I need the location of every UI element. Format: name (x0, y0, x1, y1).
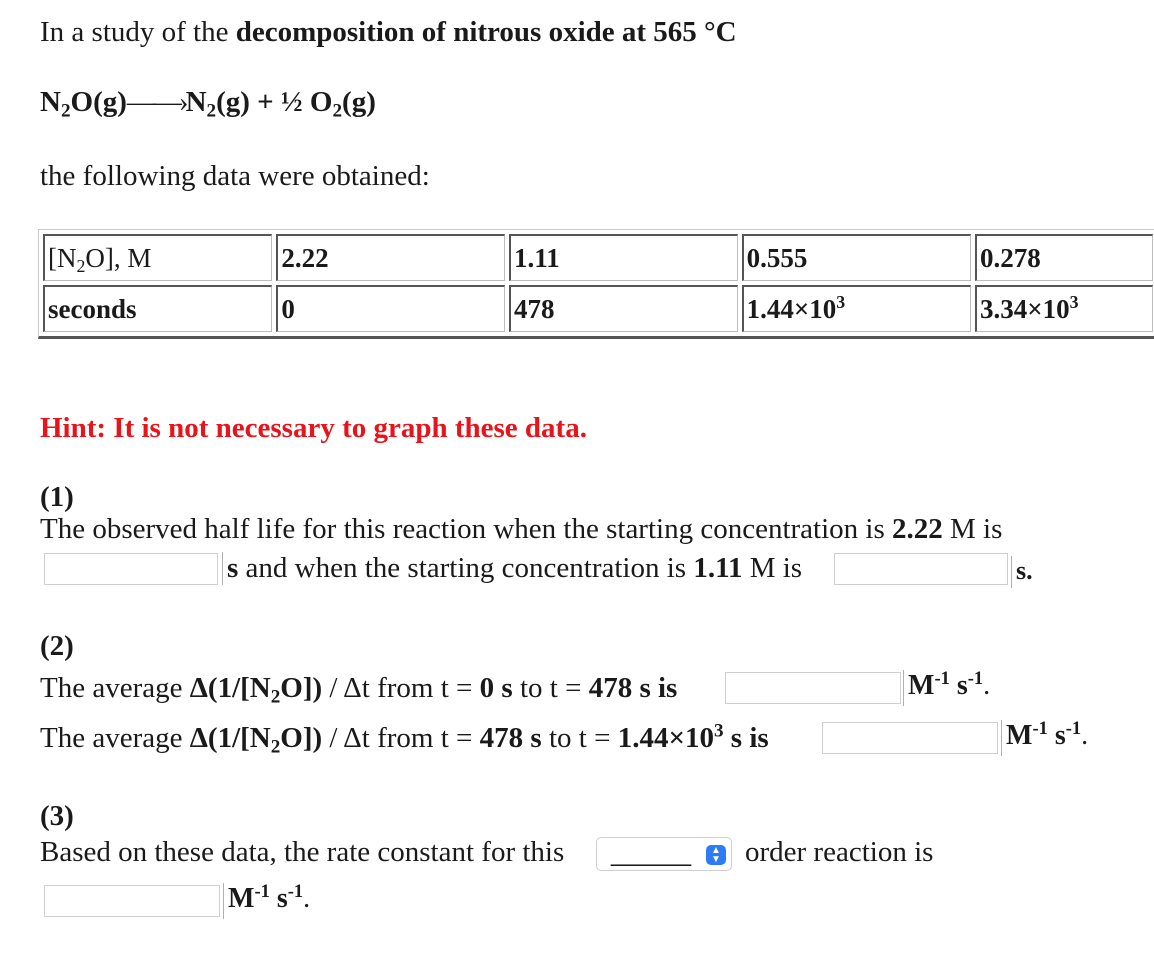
row-label-seconds: seconds (43, 285, 272, 332)
q1-number: (1) (40, 481, 74, 513)
intro-prefix: In a study of the (40, 16, 236, 48)
q2-line1: The average $\Delta(1/[N_2O])$ / Δt from t = 0 s to t = 478 s is (40, 672, 678, 708)
table-cell: $3.34\times 10^3$ (975, 285, 1153, 332)
table-cell: 478 (509, 285, 738, 332)
reaction-equation: $N_2O(g)——›N_2(g)$ + ½ $O_2(g)$ (40, 86, 376, 122)
intro-line (40, 16, 737, 49)
table-cell: 1.11 (509, 234, 738, 281)
reaction-order-select-value: ______ (611, 840, 692, 867)
table-row (43, 234, 1153, 281)
q3-number: (3) (40, 800, 74, 832)
chevron-up-down-icon: ▲ ▼ (706, 845, 726, 865)
q1-end-unit: s. (1011, 556, 1033, 588)
data-intro: the following data were obtained: (40, 160, 430, 192)
q1-line2: s and when the starting concentration is 1.11 M is (222, 552, 802, 585)
avg-rate-0-478-input[interactable] (725, 672, 901, 704)
row-label-concentration: $[N_2O]$, M (43, 234, 272, 281)
table-cell: $1.44\times 10^3$ (742, 285, 971, 332)
table-cell: 2.22 (276, 234, 505, 281)
q3-unit: $M^{-1}$ $s^{-1}$. (223, 883, 310, 919)
reaction-order-select[interactable] (596, 837, 732, 871)
table-cell: 0 (276, 285, 505, 332)
intro-topic: decomposition of nitrous oxide at 565 °C (235, 16, 737, 48)
data-table (38, 229, 1154, 339)
table-cell: 0.278 (975, 234, 1153, 281)
q3-line1-post: order reaction is (745, 836, 934, 868)
half-life-2-22-input[interactable] (44, 553, 218, 585)
q2-line2-unit: $M^{-1}$ $s^{-1}$. (1001, 720, 1088, 756)
table-row (43, 285, 1153, 332)
q1-line1: The observed half life for this reaction when the starting concentration is 2.22 M is (40, 513, 1003, 545)
avg-rate-478-1440-input[interactable] (822, 722, 998, 754)
half-life-1-11-input[interactable] (834, 553, 1008, 585)
table-cell: 0.555 (742, 234, 971, 281)
q2-number: (2) (40, 630, 74, 662)
q2-line1-unit: $M^{-1}$ $s^{-1}$. (903, 670, 990, 706)
rate-constant-input[interactable] (44, 885, 220, 917)
q3-line1: Based on these data, the rate constant for this (40, 836, 565, 868)
q2-line2: The average $\Delta(1/[N_2O])$ / Δt from t = 478 s to $t = 1.44\times 10^3$ s is (40, 720, 769, 758)
hint-text: Hint: It is not necessary to graph these data. (40, 412, 587, 444)
reaction-arrow: ——› (126, 86, 186, 118)
